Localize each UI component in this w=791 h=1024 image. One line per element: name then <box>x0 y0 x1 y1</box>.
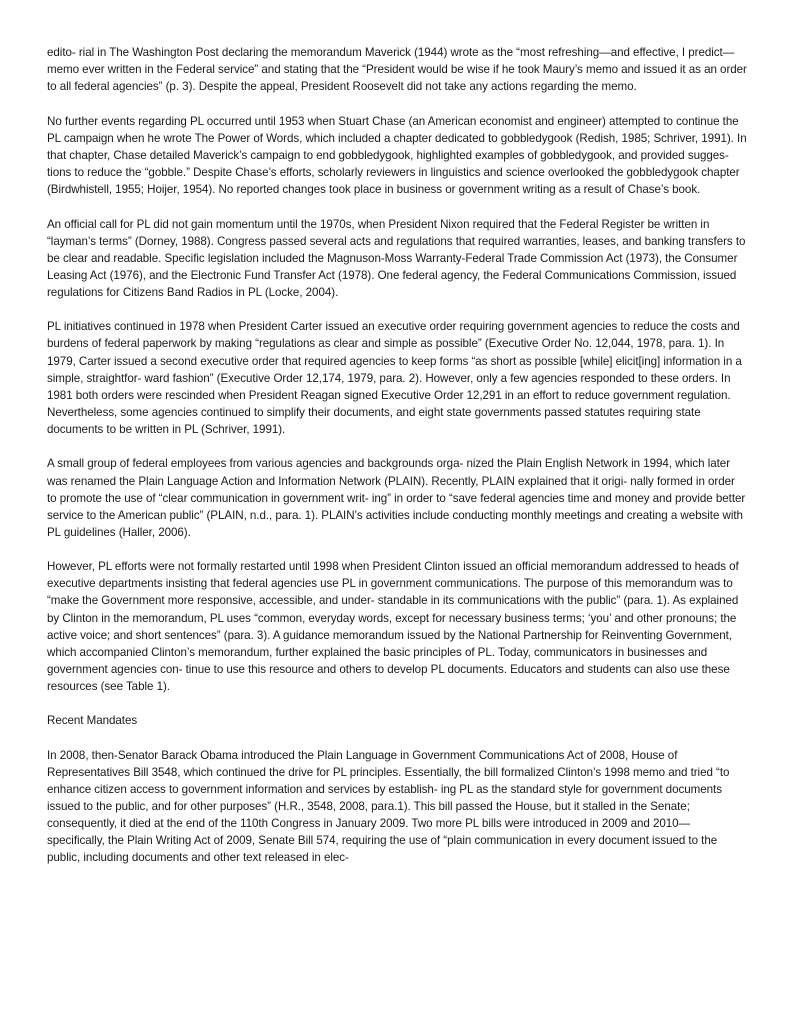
document-page <box>47 44 747 884</box>
paragraph-1970s-nixon: An official call for PL did not gain momentum until the 1970s, when President Nixon required that the Federal Register be written in “layman’s terms” (Dorney, 1988). Congress passed several acts and regulations that required warranties, leases, and banking transfers to be clear and readable. Specific legislation included the Magnuson-Moss Warranty-Federal Trade Commission Act (1973), the Consumer Leasing Act (1976), and the Electronic Fund Transfer Act (1978). One federal agency, the Federal Communications Commission, issued regulations for Citizens Band Radios in PL (Locke, 2004). <box>47 217 746 299</box>
paragraph-carter-reagan: PL initiatives continued in 1978 when President Carter issued an executive order requiring government agencies to reduce the costs and burdens of federal paperwork by making “regulations as clear and simple as possible” (Executive Order No. 12,044, 1978, para. 1). In 1979, Carter issued a second executive order that required agencies to keep forms “as short as possible [while] elicit[ing] information in a simple, straightfor- ward fashion” (Executive Order 12,174, 1979, para. 2). However, only a few agencies responded to these orders. In 1981 both orders were rescinded when President Reagan signed Executive Order 12,291 in an effort to reduce government regulation. Nevertheless, some agencies continued to simplify their documents, and eight state governments passed statutes requiring state documents to be written in PL (Schriver, 1991). <box>47 320 742 436</box>
paragraph-chase-power-of-words: No further events regarding PL occurred until 1953 when Stuart Chase (an American economist and engineer) attempted to continue the PL campaign when he wrote The Power of Words, which included a chapter dedicated to gobbledygook (Redish, 1985; Schriver, 1991). In that chapter, Chase detailed Maverick’s campaign to end gobbledygook, highlighted examples of gobbledygook, and provided sugges- tions to reduce the “gobble.” Despite Chase’s efforts, scholarly reviewers in linguistics and science overlooked the gobbledygook chapter (Birdwhistell, 1955; Hoijer, 1954). No reported changes took place in business or government writing as a result of Chase’s book. <box>47 114 747 197</box>
section-heading: Recent Mandates <box>47 714 138 728</box>
paragraph-obama-act: In 2008, then-Senator Barack Obama introduced the Plain Language in Government Communications Act of 2008, House of Representatives Bill 3548, which continued the drive for PL principles. Essentially, the bill formalized Clinton’s 1998 memo and tried “to enhance citizen access to government information and services by establish- ing PL as the standard style for government documents issued to the public, and for other purposes” (H.R., 3548, 2008, para.1). This bill passed the House, but it stalled in the Senate; consequently, it died at the end of the 110th Congress in January 2009. Two more PL bills were introduced in 2009 and 2010—specifically, the Plain Writing Act of 2009, Senate Bill 574, requiring the use of “plain communication in every document issued to the public, including documents and other text released in elec- <box>47 748 730 865</box>
paragraph-clinton-memorandum: However, PL efforts were not formally restarted until 1998 when President Clinton issued an official memorandum addressed to heads of executive departments insisting that federal agencies use PL in government communications. The purpose of this memorandum was to “make the Government more responsive, accessible, and under- standable in its communications with the public” (para. 1). As explained by Clinton in the memorandum, PL uses “common, everyday words, except for necessary business terms; ‘you’ and other pronouns; the active voice; and short sentences” (para. 3). A guidance memorandum issued by the National Partnership for Reinventing Government, which accompanied Clinton’s memorandum, further explained the basic principles of PL. Today, communicators in businesses and government agencies con- tinue to use this resource and others to develop PL documents. Educators and students can also use these resources (see Table 1). <box>47 560 739 693</box>
paragraph-maverick-editorial: edito- rial in The Washington Post declaring the memorandum Maverick (1944) wrote as the “most refreshing—and effective, I predict—memo ever written in the Federal service” and stating that the “President would be wise if he took Maury’s memo and issued it as an order to all federal agencies” (p. 3). Despite the appeal, President Roosevelt did not take any actions regarding the memo. <box>47 46 747 94</box>
paragraph-plain-network: A small group of federal employees from various agencies and backgrounds orga- nized the Plain English Network in 1994, which later was renamed the Plain Language Action and Information Network (PLAIN). Recently, PLAIN explained that it origi- nally formed in order to promote the use of “clear communication in government writ- ing” in order to “save federal agencies time and money and provide better service to the American public” (PLAIN, n.d., para. 1). PLAIN’s activities include conducting monthly meetings and creating a website with PL guidelines (Haller, 2006). <box>47 457 746 539</box>
